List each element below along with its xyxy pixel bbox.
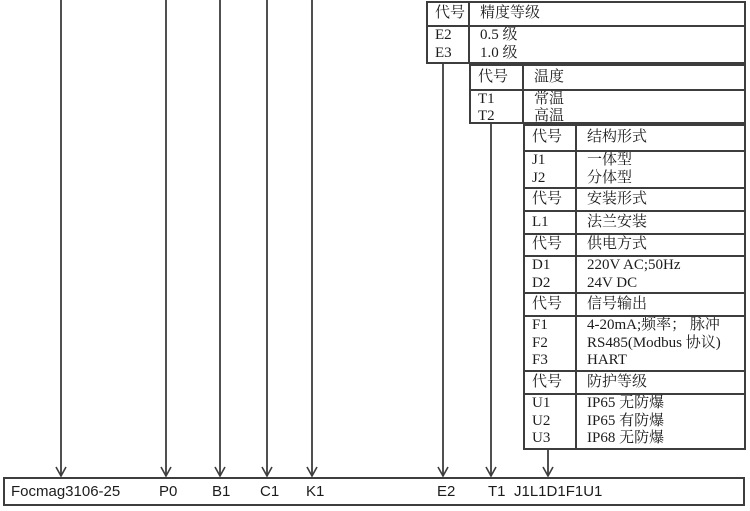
code-column-title: 代号: [532, 190, 563, 207]
table-accuracy-class: [426, 1, 746, 64]
code-cell: [471, 91, 524, 122]
arrowhead-icon: [161, 467, 171, 476]
option-description: IP65 有防爆: [587, 412, 665, 429]
code-cell: [525, 235, 577, 255]
label-cell: [577, 152, 744, 187]
model-code-segment: T1: [488, 483, 506, 500]
code-cell: [525, 317, 577, 370]
code-cell: [525, 395, 577, 448]
code-value: E3: [435, 44, 452, 61]
option-description: 高温: [534, 108, 565, 122]
table-section-header: [525, 292, 744, 315]
category-title: 供电方式: [587, 236, 648, 253]
code-column-title: 代号: [478, 68, 509, 85]
down-arrow: [307, 0, 317, 476]
arrowhead-icon: [215, 467, 225, 476]
table-section-body: [525, 315, 744, 370]
model-code-segment: E2: [437, 483, 456, 500]
code-value: D2: [532, 274, 551, 291]
label-cell: [577, 189, 744, 210]
option-description: 法兰安装: [587, 213, 648, 230]
label-cell: [577, 317, 744, 370]
code-cell: [525, 189, 577, 210]
code-column-title: 代号: [532, 373, 563, 390]
category-title: 温度: [534, 68, 565, 85]
category-title: 精度等级: [480, 5, 541, 22]
code-cell: [525, 212, 577, 233]
down-arrow: [543, 446, 553, 476]
table-section-body: [525, 150, 744, 187]
arrowhead-icon: [486, 467, 496, 476]
label-cell: [577, 126, 744, 150]
code-value: J1: [532, 152, 546, 169]
table-section-header: [525, 233, 744, 255]
option-description: 4-20mA;频率； 脉冲: [587, 317, 720, 334]
option-description: 24V DC: [587, 274, 638, 291]
table-section-header: [525, 187, 744, 210]
down-arrow: [262, 0, 272, 476]
table-temperature: [469, 64, 746, 124]
code-value: E2: [435, 27, 452, 44]
code-value: D1: [532, 257, 551, 274]
code-column-title: 代号: [532, 236, 563, 253]
option-description: 一体型: [587, 152, 633, 169]
code-value: F3: [532, 352, 548, 369]
code-column-title: 代号: [532, 129, 563, 146]
label-cell: [577, 372, 744, 393]
code-value: U3: [532, 430, 551, 447]
label-cell: [577, 294, 744, 315]
option-description: IP65 无防爆: [587, 395, 665, 412]
label-cell: [577, 257, 744, 292]
table-section-body: [525, 393, 744, 448]
label-cell: [470, 27, 744, 62]
arrowhead-icon: [56, 467, 66, 476]
table-section-header: [525, 370, 744, 393]
down-arrow: [486, 120, 496, 476]
code-cell: [428, 3, 470, 25]
model-code-segment: Focmag3106-25: [11, 483, 121, 500]
code-value: F2: [532, 334, 548, 351]
option-description: IP68 无防爆: [587, 430, 665, 447]
category-title: 结构形式: [587, 129, 648, 146]
arrowhead-icon: [307, 467, 317, 476]
code-cell: [525, 372, 577, 393]
model-code-segment: C1: [260, 483, 280, 500]
code-column-title: 代号: [532, 295, 563, 312]
category-title: 信号输出: [587, 295, 648, 312]
code-value: J2: [532, 169, 546, 186]
table-section-body: [428, 25, 744, 62]
model-code-box: [3, 477, 745, 506]
code-cell: [428, 27, 470, 62]
code-value: F1: [532, 317, 548, 334]
code-cell: [525, 126, 577, 150]
model-code-segment: B1: [212, 483, 231, 500]
label-cell: [577, 235, 744, 255]
label-cell: [577, 395, 744, 448]
code-cell: [525, 257, 577, 292]
down-arrow: [438, 60, 448, 476]
category-title: 安装形式: [587, 190, 648, 207]
code-cell: [471, 66, 524, 89]
arrowhead-icon: [262, 467, 272, 476]
model-code-segment: P0: [159, 483, 178, 500]
down-arrow: [215, 0, 225, 476]
table-options: [523, 124, 746, 450]
option-description: 0.5 级: [480, 27, 518, 44]
label-cell: [470, 3, 744, 25]
table-section-body: [471, 89, 744, 122]
code-value: U2: [532, 412, 551, 429]
table-section-header: [471, 66, 744, 89]
option-description: RS485(Modbus 协议): [587, 334, 721, 351]
table-section-body: [525, 210, 744, 233]
code-cell: [525, 152, 577, 187]
category-title: 防护等级: [587, 373, 648, 390]
option-description: HART: [587, 352, 627, 369]
arrowhead-icon: [438, 467, 448, 476]
option-description: 分体型: [587, 169, 633, 186]
code-value: T1: [478, 91, 495, 107]
label-cell: [577, 212, 744, 233]
code-value: T2: [478, 108, 495, 122]
down-arrow: [56, 0, 66, 476]
code-column-title: 代号: [435, 5, 466, 22]
code-cell: [525, 294, 577, 315]
option-description: 1.0 级: [480, 44, 518, 61]
code-value: U1: [532, 395, 551, 412]
table-section-body: [525, 255, 744, 292]
code-value: L1: [532, 213, 549, 230]
label-cell: [524, 91, 744, 122]
option-description: 常温: [534, 91, 565, 107]
option-description: 220V AC;50Hz: [587, 257, 681, 274]
model-code-segment: J1L1D1F1U1: [514, 483, 603, 500]
down-arrow: [161, 0, 171, 476]
arrowhead-icon: [543, 467, 553, 476]
table-section-header: [525, 126, 744, 150]
label-cell: [524, 66, 744, 89]
table-section-header: [428, 3, 744, 25]
model-code-segment: K1: [306, 483, 325, 500]
